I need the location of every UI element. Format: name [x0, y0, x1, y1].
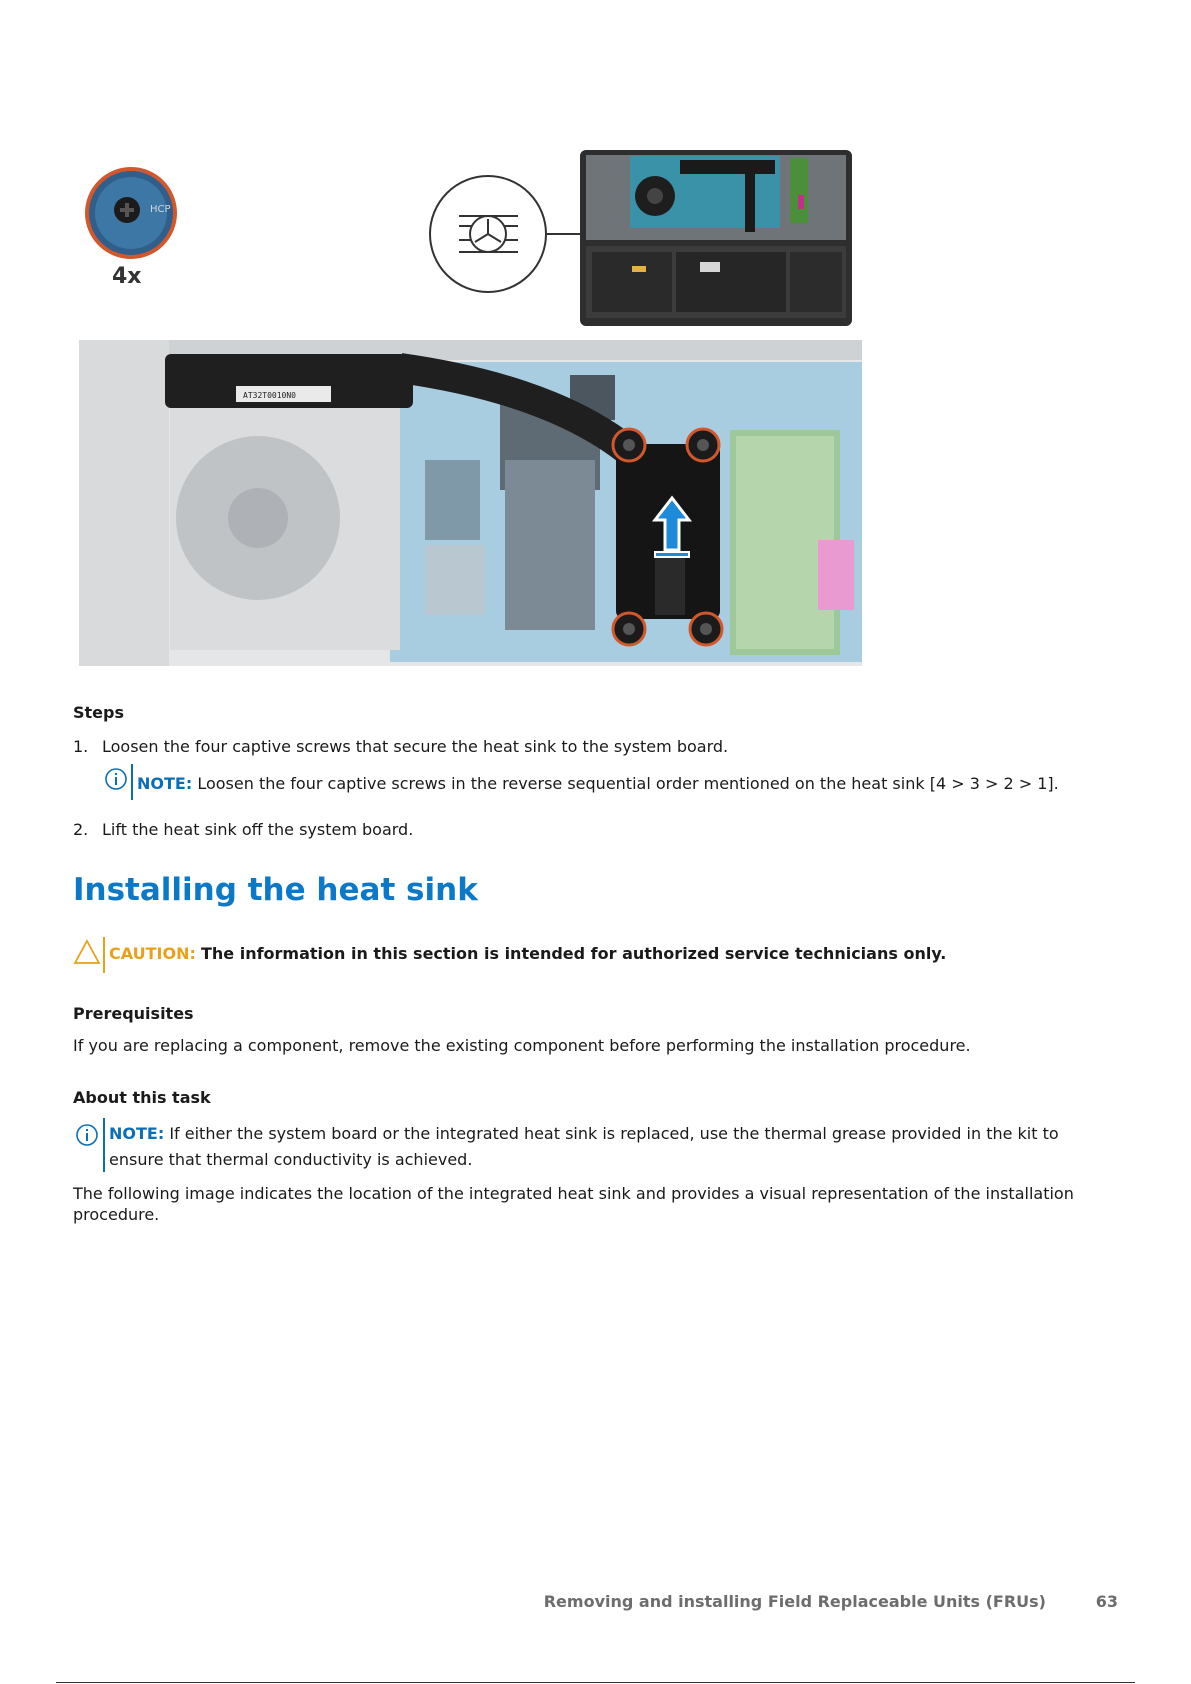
step-number: 1.: [73, 737, 89, 756]
footer-rule: [56, 1682, 1135, 1683]
heat-sink-removal-figure: [0, 0, 1191, 680]
step-number: 2.: [73, 820, 89, 839]
svg-text:HCP: HCP: [150, 204, 171, 215]
info-icon: [75, 1123, 99, 1147]
caution-text: The information in this section is intended for authorized service technicians only.: [200, 944, 947, 963]
footer-chapter-title: Removing and installing Field Replaceable Units (FRUs): [543, 1592, 1046, 1611]
heat-sink-part-label: AT32T0010N0: [243, 391, 296, 400]
note-text: Loosen the four captive screws in the reverse sequential order mentioned on the heat sink [4 > 3 > 2 > 1].: [197, 774, 1059, 793]
fan-icon: [430, 176, 580, 292]
step-text: Lift the heat sink off the system board.: [102, 820, 414, 839]
caution-label: CAUTION:: [109, 944, 196, 963]
prerequisites-text: If you are replacing a component, remove the existing component before performing the installation procedure.: [73, 1036, 971, 1055]
note-line-2: ensure that thermal conductivity is achieved.: [109, 1150, 473, 1169]
note-label: NOTE:: [137, 774, 193, 793]
caution-bar: [103, 937, 105, 973]
laptop-overview-image: [580, 150, 852, 326]
note-label: NOTE:: [109, 1124, 165, 1143]
body-paragraph-line-2: procedure.: [73, 1205, 160, 1224]
screw-icon: [613, 613, 645, 645]
caution: [109, 944, 946, 963]
step-text: Loosen the four captive screws that secure the heat sink to the system board.: [102, 737, 729, 756]
body-paragraph-line-1: The following image indicates the location of the integrated heat sink and provides a visual representation of the installation: [73, 1184, 1074, 1203]
note-text: If either the system board or the integrated heat sink is replaced, use the thermal grease provided in the kit to: [169, 1124, 1059, 1143]
screw-count-label: 4x: [112, 264, 142, 289]
caution-icon: [73, 939, 101, 965]
screw-icon: [690, 613, 722, 645]
note-bar: [103, 1118, 105, 1172]
section-title: Installing the heat sink: [73, 872, 478, 908]
note-bar: [131, 764, 133, 800]
heat-sink-detail-image: [79, 340, 862, 666]
note: [137, 771, 1059, 797]
screw-icon: [613, 429, 645, 461]
note-line-1: [109, 1121, 1059, 1147]
screw-icon: [687, 429, 719, 461]
prerequisites-heading: Prerequisites: [73, 1004, 194, 1023]
steps-heading: Steps: [73, 703, 124, 722]
page-number: 63: [1095, 1592, 1118, 1611]
screw-callout-icon: [87, 169, 175, 257]
info-icon: [104, 767, 128, 791]
about-heading: About this task: [73, 1088, 211, 1107]
